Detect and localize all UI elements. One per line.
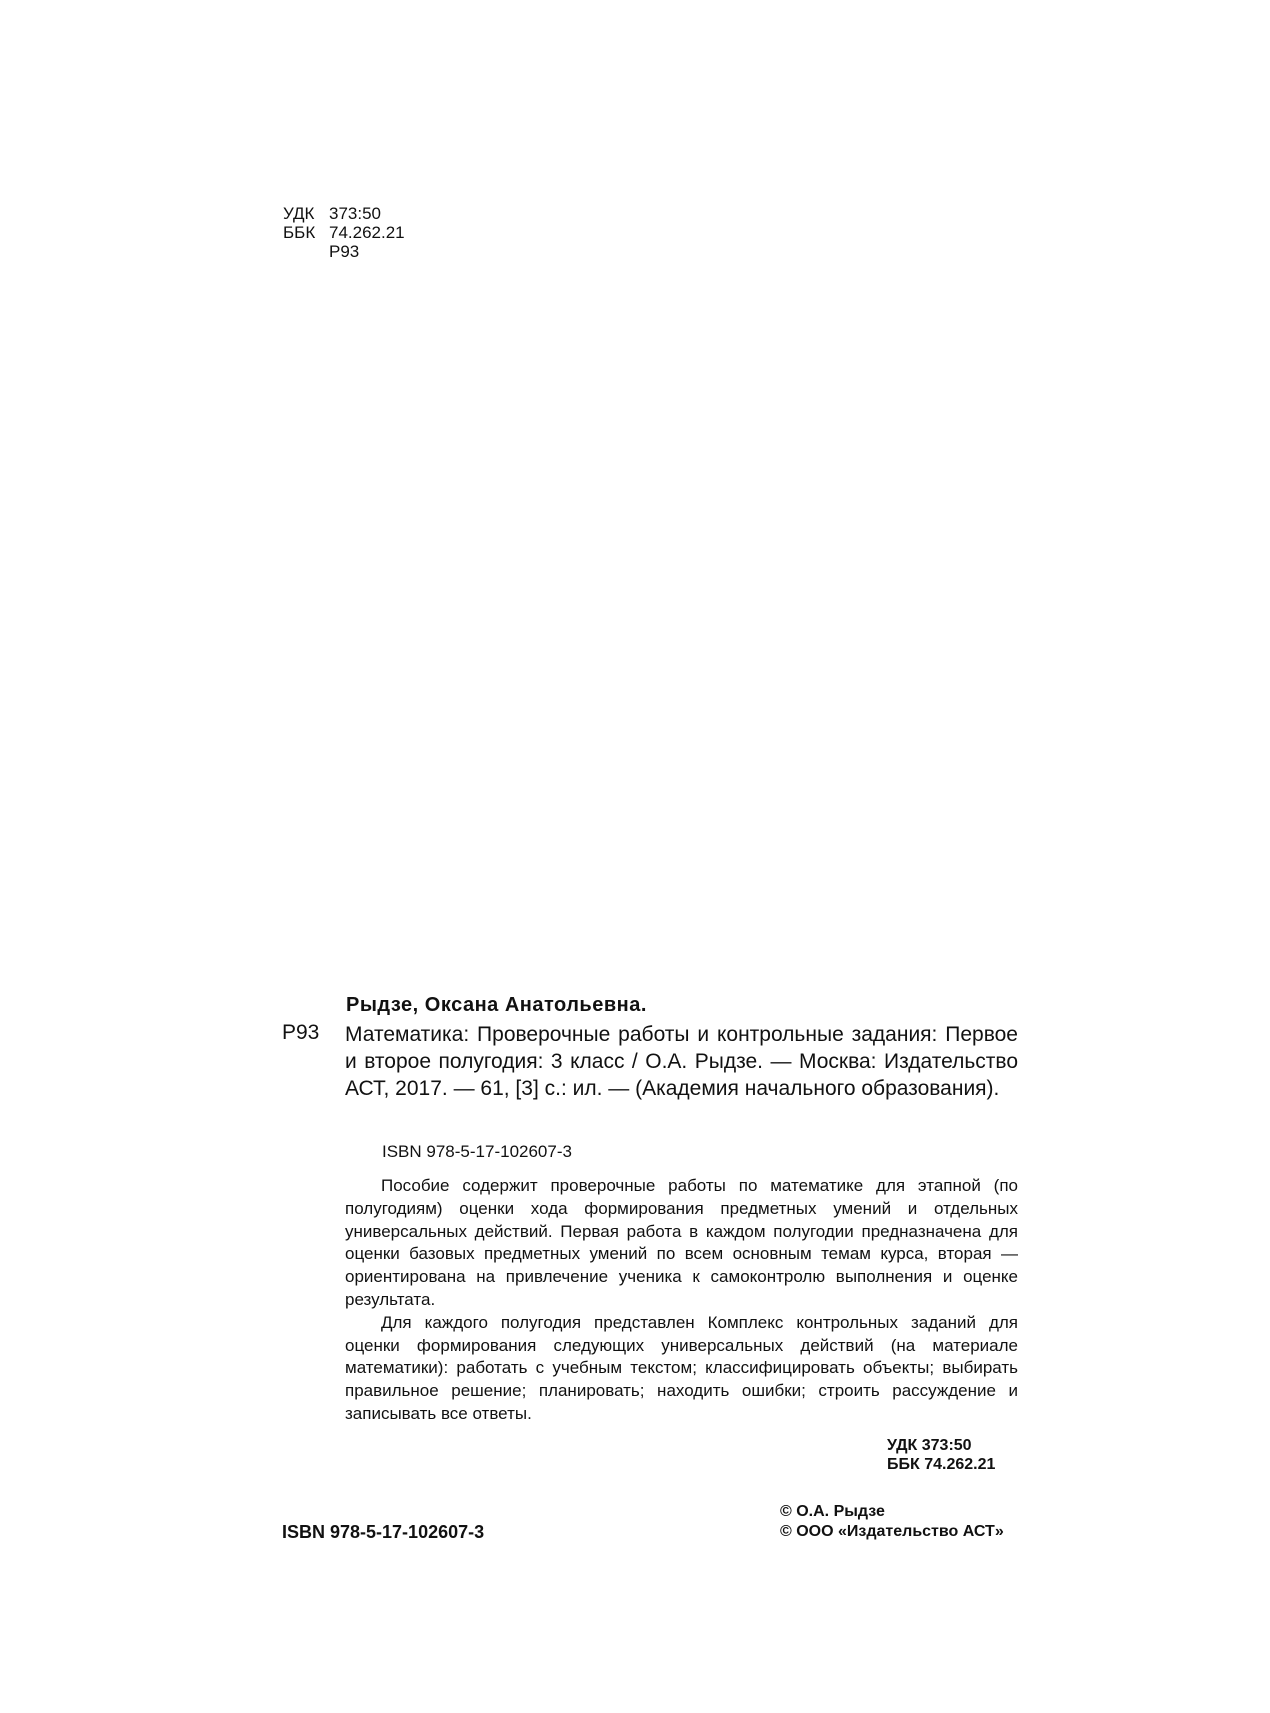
udk-value: 373:50 — [329, 204, 381, 223]
udk-label: УДК — [283, 204, 315, 223]
author-mark-row — [283, 242, 405, 261]
udk-bottom: УДК 373:50 — [887, 1437, 972, 1454]
udk-row — [283, 204, 405, 223]
catalog-codes-bottom — [887, 1436, 995, 1474]
annotation — [345, 1175, 1018, 1426]
footer-isbn: ISBN 978-5-17-102607-3 — [282, 1522, 485, 1542]
title-description: Математика: Проверочные работы и контрольные задания: Первое и второе полугодия: 3 класс / О.А. Рыдзе. — Москва: Издательство АСТ, 2017. — 61, [3] с.: ил. — (Академия начального образования). — [345, 1023, 1018, 1100]
catalog-codes-top — [283, 204, 405, 261]
bbk-value: 74.262.21 — [329, 223, 405, 242]
copyright-block — [780, 1502, 1004, 1542]
author-heading: Рыдзе, Оксана Анатольевна. — [346, 994, 647, 1016]
annotation-paragraph: Пособие содержит проверочные работы по математике для этапной (по полугодиям) оценки хода формирования предметных умений и отдельных универсальных действий. Первая работа в каждом полугодии предназначена для оценки базовых предметных умений по всем основным темам курса, вторая — ориентирована на привлечение ученика к самоконтролю выполнения и оценке результата. — [345, 1176, 1018, 1309]
author-mark: Р93 — [329, 242, 360, 261]
bbk-label: ББК — [283, 223, 316, 242]
isbn-line: ISBN 978-5-17-102607-3 — [382, 1142, 572, 1161]
annotation-paragraph: Для каждого полугодия представлен Комплекс контрольных заданий для оценки формирования следующих универсальных действий (на материале математики): работать с учебным текстом; классифицировать объекты; выбирать правильное решение; планировать; находить ошибки; строить рассуждение и записывать все ответы. — [345, 1312, 1018, 1423]
bbk-row — [283, 223, 405, 242]
copyright-publisher: © ООО «Издательство АСТ» — [780, 1523, 1004, 1540]
copyright-author: © О.А. Рыдзе — [780, 1503, 885, 1520]
bbk-bottom: ББК 74.262.21 — [887, 1456, 996, 1473]
index-mark: Р93 — [282, 1021, 320, 1044]
